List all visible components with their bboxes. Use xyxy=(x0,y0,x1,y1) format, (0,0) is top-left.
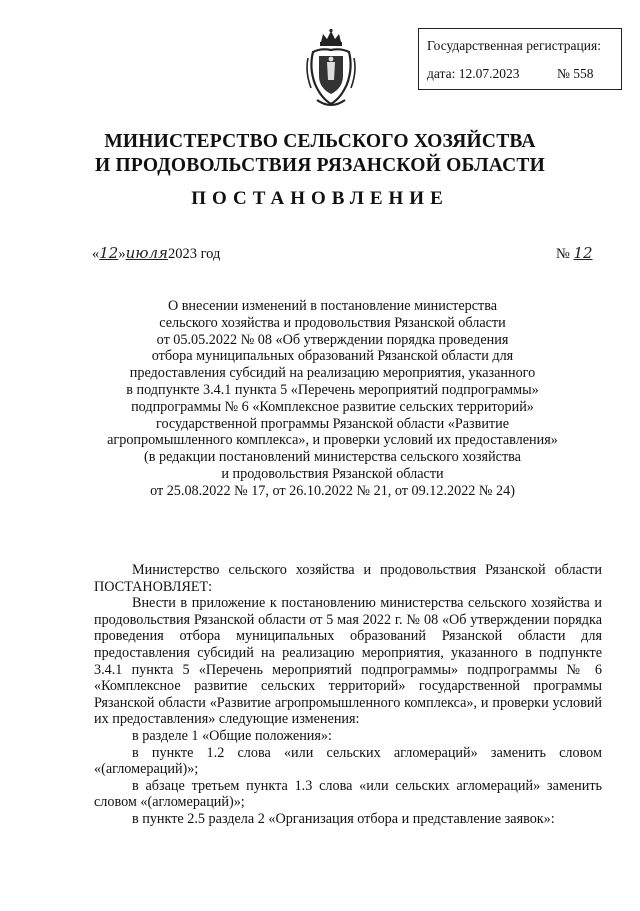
subject-line: отбора муниципальных образований Рязанской области для xyxy=(151,348,514,365)
number-prefix: № xyxy=(556,246,570,262)
body-paragraph: в абзаце третьем пункта 1.3 слова «или сельских агломераций» заменить словом «(агломераций)»; xyxy=(94,777,602,811)
coat-of-arms-icon xyxy=(305,28,357,112)
subject-line: предоставления субсидий на реализацию мероприятия, указанного xyxy=(129,365,536,382)
subject-line: от 25.08.2022 № 17, от 26.10.2022 № 21, от 09.12.2022 № 24) xyxy=(150,482,515,499)
registration-date: дата: 12.07.2023 xyxy=(427,66,520,81)
registration-stamp xyxy=(418,28,622,90)
subject-line: О внесении изменений в постановление министерства xyxy=(167,298,498,314)
document-body xyxy=(94,562,602,828)
subject-line: подпрограммы № 6 «Комплексное развитие сельских территорий» xyxy=(131,398,534,415)
ministry-name-line1: МИНИСТЕРСТВО СЕЛЬСКОГО ХОЗЯЙСТВА xyxy=(104,131,536,152)
document-type: ПОСТАНОВЛЕНИЕ xyxy=(191,188,449,209)
subject-line: (в редакции постановлений министерства сельского хозяйства xyxy=(144,449,521,466)
registration-title: Государственная регистрация: xyxy=(427,38,601,53)
number-value: 12 xyxy=(573,244,593,262)
body-paragraph: в пункте 1.2 слова «или сельских агломераций» заменить словом «(агломераций)»; xyxy=(94,744,602,778)
ministry-name-line2: И ПРОДОВОЛЬСТВИЯ РЯЗАНСКОЙ ОБЛАСТИ xyxy=(95,155,545,176)
subject-line: государственной программы Рязанской области «Развитие xyxy=(156,415,509,432)
document-date xyxy=(92,244,220,263)
subject-line: сельского хозяйства и продовольствия Рязанской области xyxy=(159,314,506,331)
document-subject xyxy=(60,298,605,500)
body-paragraph: в пункте 2.5 раздела 2 «Организация отбора и представление заявок»: xyxy=(132,810,555,827)
subject-line: от 05.05.2022 № 08 «Об утверждении порядка проведения xyxy=(156,331,509,348)
subject-line: агропромышленного комплекса», и проверки условий их предоставления» xyxy=(107,432,558,449)
date-close-quote: » xyxy=(118,246,126,262)
date-open-quote: « xyxy=(92,246,100,262)
body-paragraph: Министерство сельского хозяйства и продовольствия Рязанской области ПОСТАНОВЛЯЕТ: xyxy=(94,562,602,595)
body-paragraph: Внести в приложение к постановлению министерства сельского хозяйства и продовольствия Рязанской области от 5 мая 2022 г. № 08 «Об утверждении порядка проведения отбора муниципальных образований Рязанской области для предоставления субсидий на реализацию мероприятия, указанного в подпункте 3.4.1 пункта 5 «Перечень мероприятий подпрограммы» подпрограммы № 6 «Комплексное развитие сельских территорий» государственной программы Рязанской области «Развитие агропромышленного комплекса», и проверки условий их предоставления» следующие изменения: xyxy=(94,595,602,728)
date-year: 2023 год xyxy=(167,246,221,262)
registration-number: № 558 xyxy=(557,66,594,81)
date-day: 12 xyxy=(99,244,119,262)
date-month: июля xyxy=(125,244,168,262)
document-number xyxy=(556,244,593,263)
body-paragraph: в разделе 1 «Общие положения»: xyxy=(132,727,332,744)
subject-line: и продовольствия Рязанской области xyxy=(221,465,444,482)
subject-line: в подпункте 3.4.1 пункта 5 «Перечень мероприятий подпрограммы» xyxy=(126,381,539,398)
